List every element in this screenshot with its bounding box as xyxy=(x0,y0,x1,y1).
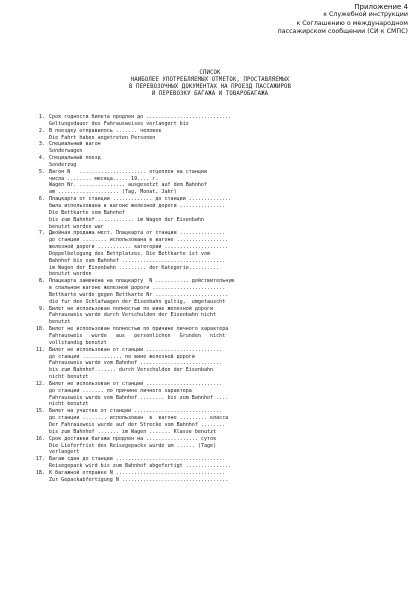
item-line: Плацкарта заменена на плацкарту N ........... действительную xyxy=(49,278,235,285)
item-line: bis zum Bahnhof ............ im Wagen der Eisenbahn xyxy=(49,216,204,223)
title-line: В ПЕРЕВОЗОЧНЫХ ДОКУМЕНТАХ НА ПРОЕЗД ПАССАЖИРОВ xyxy=(128,84,292,90)
item-text xyxy=(49,169,404,196)
item-line: Der Fahrausweis wurde auf der Strecke vom Bahnhof ........ xyxy=(49,421,226,428)
list-item xyxy=(34,436,404,457)
item-number: 4. xyxy=(38,155,45,162)
list-item xyxy=(34,347,404,381)
item-line: числа ........ месяца..... 19.... г. xyxy=(49,175,159,182)
item-line: im Wagen der Eisenbahn ......... der Kategorie.......... xyxy=(49,264,220,271)
list-item xyxy=(34,141,404,155)
item-line: железной дороги ........... категории ..................... xyxy=(49,244,229,251)
title-line: НАИБОЛЕЕ УПОТРЕБЛЯЕМЫХ ОТМЕТОК, ПРОСТАВЛЯЕМЫХ xyxy=(130,77,290,83)
item-text xyxy=(49,381,404,408)
item-line: vollstandig benutzt xyxy=(49,339,107,346)
item-text xyxy=(49,456,404,470)
item-number: 6. xyxy=(38,196,45,203)
item-text xyxy=(49,278,404,305)
item-line: Срок доставки багажа продлен на ................. суток xyxy=(49,435,217,442)
item-text xyxy=(49,470,404,484)
item-line: Sonderwagen xyxy=(49,148,83,155)
item-number: 18. xyxy=(35,469,45,476)
item-text xyxy=(49,230,404,278)
item-line: Wagen Nr. ............... ausgesetzt auf dem Bahnhof xyxy=(49,182,208,189)
header-line: Приложение 4 xyxy=(354,3,408,11)
item-line: Двойная продажа мест. Плацкарта от станции ............... xyxy=(49,230,226,237)
list-item xyxy=(34,155,404,169)
item-text xyxy=(49,436,404,457)
item-number: 2. xyxy=(38,127,45,134)
item-line: die fur den Schlafwagen der Eisenbahn gultig, umgetauscht xyxy=(49,298,226,305)
list-item xyxy=(34,408,404,435)
item-line: Билет не использован полностью по вине железной дороги xyxy=(49,305,214,312)
item-line: В поездку отправилось ....... человек xyxy=(49,127,162,134)
item-number: 15. xyxy=(35,408,45,415)
item-number: 8. xyxy=(38,278,45,285)
item-number: 3. xyxy=(38,141,45,148)
item-line: Die Bettkarte vom Bahnhof xyxy=(49,209,125,216)
item-line: Fahrausweis wurde durch Verschulden der Eisenbahn nicht xyxy=(49,312,217,319)
item-line: benutzt worden xyxy=(49,271,92,278)
item-line: до станции ............. по вине железной дороги xyxy=(49,353,195,360)
item-line: Вагон N ...................... отцеплен на станции xyxy=(49,168,208,175)
item-number: 12. xyxy=(35,380,45,387)
item-line: Bettkarte wurde gegen Bettkarte Nr ........................ xyxy=(49,291,229,298)
item-line: am .................... (Tag, Monat, Jahr) xyxy=(49,189,177,196)
item-line: была использована в вагоне железной дороги ............... xyxy=(49,202,226,209)
item-line: до станции ........ использован в вагоне ......... класса xyxy=(49,415,229,422)
item-line: Fahrausweis wurde aus personlichen Grunden nicht xyxy=(49,333,226,339)
item-text xyxy=(49,128,404,142)
marks-list xyxy=(34,114,404,484)
item-text xyxy=(49,196,404,230)
item-text xyxy=(49,114,404,128)
list-item xyxy=(34,169,404,196)
header-line: к Соглашению о международном xyxy=(296,19,408,27)
document-title xyxy=(0,70,420,98)
item-line: nicht benutzt xyxy=(49,374,89,381)
item-line: Reisegepack wird bis zum Bahnhof abgefertigt ............... xyxy=(49,463,232,470)
item-line: Die Fahrt haben angetreten Personen xyxy=(49,134,156,141)
item-number: 17. xyxy=(35,456,45,463)
item-line: Специальный поезд xyxy=(49,155,101,162)
list-item xyxy=(34,114,404,128)
item-line: Билет на участке от станции ............................. xyxy=(49,408,223,415)
list-item xyxy=(34,381,404,408)
list-item xyxy=(34,278,404,305)
item-text xyxy=(49,347,404,381)
item-line: Билет не использован от станции ......................... xyxy=(49,346,223,353)
item-line: Zur Gepackabfertigung N ................................... xyxy=(49,476,229,483)
item-number: 16. xyxy=(35,435,45,442)
item-line: Sonderzug xyxy=(49,161,77,168)
item-line: до станции ........ использована в вагоне ................. xyxy=(49,237,229,244)
item-line: Die Lieferfrist des Reisegepacks wurde um ...... (Tage) xyxy=(49,442,217,449)
item-line: Geltungsdauer des Fahrausweises verlangert bis xyxy=(49,120,189,127)
item-line: bis zum Bahnhof ...... durch Verschulden der Eisenbahn xyxy=(49,367,214,374)
list-item xyxy=(34,128,404,142)
item-line: benutzt worden war xyxy=(49,223,104,230)
list-item xyxy=(34,326,404,347)
appendix-header xyxy=(278,3,408,36)
item-line: Fahrausweis wurde vom Bahnhof ........ bis zum Bahnhof .... xyxy=(49,394,229,401)
title-line: И ПЕРЕВОЗКУ БАГАЖА И ТОВАРОБАГАЖА xyxy=(151,91,269,97)
title-line: СПИСОК xyxy=(199,70,221,76)
item-line: Плацкарта от станции ............. до станции .............. xyxy=(49,196,232,203)
item-line: Bahnhof bis zum Bahnhof .................................. xyxy=(49,257,226,264)
item-line: verlangert xyxy=(49,449,80,456)
item-line: Багаж сдан до станции .................................... xyxy=(49,456,226,463)
list-item xyxy=(34,456,404,470)
item-number: 5. xyxy=(38,168,45,175)
item-text xyxy=(49,306,404,327)
item-text xyxy=(49,408,404,435)
item-line: Doppelbelegung des Bettplatzes. Die Bettkarte ist vom xyxy=(49,250,211,257)
item-line: bis zum Bahnhof ....... im Wagen ....... Klasse benutzt xyxy=(49,428,217,435)
item-line: до станции ....... по причине личного характера xyxy=(49,387,192,394)
item-number: 1. xyxy=(38,114,45,120)
item-line: benutzt xyxy=(49,319,71,326)
header-line: к Служебной инструкции xyxy=(323,11,408,19)
item-line: Билет не использован полностью по причине личного характера xyxy=(49,326,229,333)
item-text xyxy=(49,141,404,155)
item-number: 10. xyxy=(35,326,45,333)
item-number: 9. xyxy=(38,305,45,312)
list-item xyxy=(34,196,404,230)
item-line: К багажной отправке N .................................... xyxy=(49,469,226,476)
list-item xyxy=(34,230,404,278)
item-text xyxy=(49,326,404,347)
item-line: Билет не использован от станции ......................... xyxy=(49,380,223,387)
item-text xyxy=(49,155,404,169)
item-line: Специальный вагон xyxy=(49,141,101,148)
item-number: 7. xyxy=(38,230,45,237)
list-item xyxy=(34,306,404,327)
item-number: 11. xyxy=(35,346,45,353)
item-line: в спальном вагоне железной дороги ........................ xyxy=(49,285,226,292)
list-item xyxy=(34,470,404,484)
item-line: Fahrausweis wurde vom Bahnhof ........................... xyxy=(49,360,223,367)
header-line: пассажирском сообщении (СИ к СМПС) xyxy=(277,27,408,35)
item-line: nicht benutzt xyxy=(49,401,89,408)
item-line: Срок годности билета продлен до ............................ xyxy=(49,114,232,120)
